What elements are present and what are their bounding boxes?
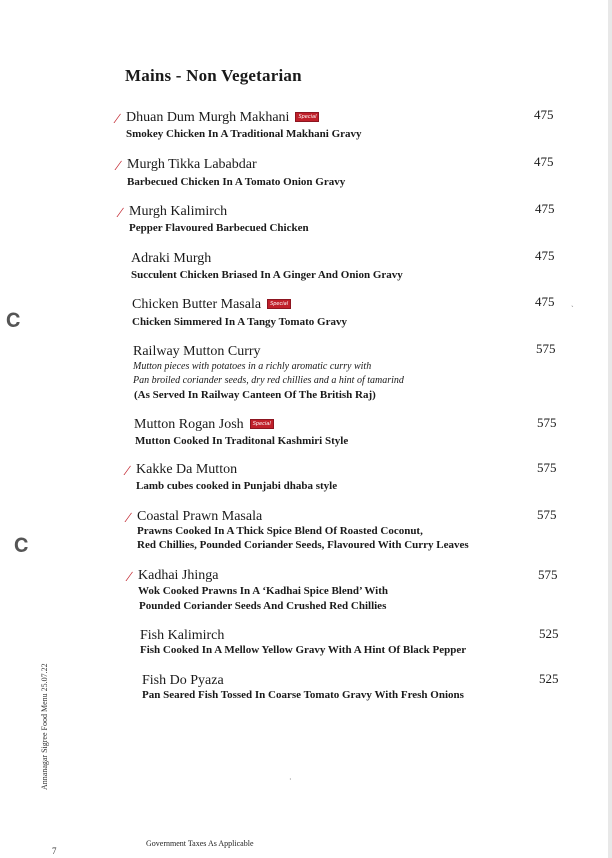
item-price: 575 bbox=[537, 507, 557, 522]
item-name: Adraki Murgh bbox=[131, 251, 212, 266]
chili-icon: ∕ bbox=[126, 464, 129, 479]
item-name: Murgh Tikka Lababdar bbox=[127, 157, 257, 172]
page-edge bbox=[608, 0, 612, 858]
item-description: Pounded Coriander Seeds And Crushed Red Chillies bbox=[139, 600, 387, 612]
chili-icon: ∕ bbox=[119, 206, 122, 221]
item-description: Wok Cooked Prawns In A ‘Kadhai Spice Blend’ With bbox=[138, 585, 389, 597]
item-description: (As Served In Railway Canteen Of The British Raj) bbox=[134, 389, 376, 401]
item-description: Lamb cubes cooked in Punjabi dhaba style bbox=[136, 480, 338, 492]
item-name: Kadhai Jhinga bbox=[138, 568, 219, 583]
item-price: 575 bbox=[536, 341, 556, 356]
special-badge: Special bbox=[267, 299, 291, 309]
item-description: Prawns Cooked In A Thick Spice Blend Of Roasted Coconut, bbox=[137, 525, 423, 537]
chili-icon: ∕ bbox=[127, 511, 130, 526]
special-badge: Special bbox=[295, 112, 319, 122]
item-description-italic: Pan broiled coriander seeds, dry red chillies and a hint of tamarind bbox=[133, 375, 404, 386]
item-description: Fish Cooked In A Mellow Yellow Gravy With A Hint Of Black Pepper bbox=[140, 644, 467, 656]
item-price: 525 bbox=[539, 626, 559, 641]
item-description: Mutton Cooked In Traditonal Kashmiri Style bbox=[135, 435, 349, 447]
item-name: Dhuan Dum Murgh Makhani Special bbox=[126, 110, 319, 126]
binder-hole-icon: 𝐂 bbox=[6, 308, 21, 332]
item-description: Red Chillies, Pounded Coriander Seeds, Flavoured With Curry Leaves bbox=[137, 539, 469, 551]
item-price: 475 bbox=[535, 201, 555, 216]
item-price: 575 bbox=[537, 415, 557, 430]
item-description: Chicken Simmered In A Tangy Tomato Gravy bbox=[132, 316, 347, 328]
footer-note: Government Taxes As Applicable bbox=[146, 839, 254, 848]
section-title: Mains - Non Vegetarian bbox=[125, 66, 302, 85]
item-name: Coastal Prawn Masala bbox=[137, 509, 263, 524]
item-description-italic: Mutton pieces with potatoes in a richly aromatic curry with bbox=[133, 361, 372, 372]
item-name: Mutton Rogan Josh Special bbox=[134, 417, 274, 433]
item-name: Fish Do Pyaza bbox=[142, 673, 224, 688]
item-name: Fish Kalimirch bbox=[140, 628, 225, 643]
item-price: 575 bbox=[537, 460, 557, 475]
chili-icon: ∕ bbox=[116, 112, 119, 127]
item-price: 475 bbox=[535, 248, 555, 263]
item-description: Succulent Chicken Briased In A Ginger And Onion Gravy bbox=[131, 269, 403, 281]
item-name: Chicken Butter Masala Special bbox=[132, 297, 291, 313]
speck-mark: · bbox=[289, 775, 292, 784]
side-menu-label: Annanagar Sigree Food Menu 25.07.22 bbox=[40, 663, 49, 790]
page-number: 7 bbox=[52, 846, 57, 856]
item-description: Barbecued Chicken In A Tomato Onion Gravy bbox=[127, 176, 346, 188]
item-price: 575 bbox=[538, 567, 558, 582]
item-description: Pepper Flavoured Barbecued Chicken bbox=[129, 222, 309, 234]
item-name: Railway Mutton Curry bbox=[133, 344, 261, 359]
item-price: 525 bbox=[539, 671, 559, 686]
speck-mark: ˏ bbox=[571, 298, 574, 307]
chili-icon: ∕ bbox=[117, 159, 120, 174]
item-price: 475 bbox=[535, 294, 555, 309]
chili-icon: ∕ bbox=[128, 570, 131, 585]
item-name: Kakke Da Mutton bbox=[136, 462, 238, 477]
item-name: Murgh Kalimirch bbox=[129, 204, 228, 219]
item-description: Smokey Chicken In A Traditional Makhani Gravy bbox=[126, 128, 362, 140]
special-badge: Special bbox=[250, 419, 274, 429]
item-price: 475 bbox=[534, 107, 554, 122]
item-price: 475 bbox=[534, 154, 554, 169]
item-description: Pan Seared Fish Tossed In Coarse Tomato Gravy With Fresh Onions bbox=[142, 689, 464, 701]
binder-hole-icon: 𝐂 bbox=[14, 533, 29, 557]
